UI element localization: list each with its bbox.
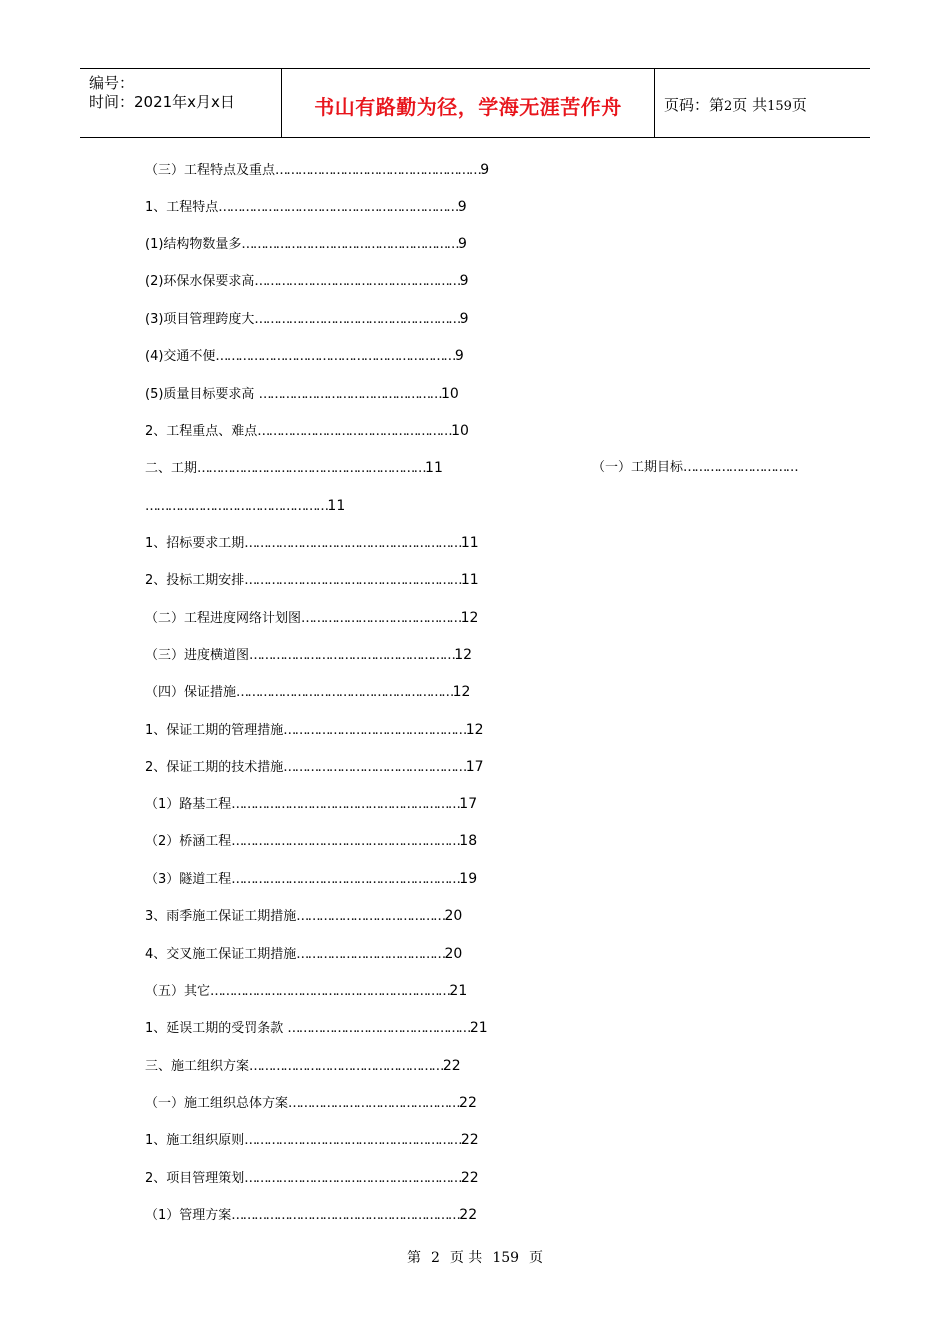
toc-entry-text: （1）管理方案 [145, 1208, 232, 1223]
toc-entry-page: 12 [452, 684, 471, 700]
toc-entry[interactable]: 2、项目管理策划…………………………………………………22 [145, 1170, 479, 1186]
toc-entry-page: 12 [460, 610, 479, 626]
toc-entry[interactable]: 二、工期……………………………………………………11 [145, 460, 443, 476]
toc-entry-page: 22 [459, 1095, 477, 1111]
toc-entry[interactable]: 2、投标工期安排…………………………………………………11 [145, 572, 479, 588]
toc-entry-text: （二）工程进度网络计划图 [145, 611, 302, 626]
toc-entry-page: 22 [460, 1170, 479, 1186]
toc-entry-page: 10 [451, 423, 469, 439]
page-total: 159 [767, 99, 792, 114]
footer-prefix: 第 [406, 1250, 421, 1266]
toc-entry[interactable]: …………………………………………11 [145, 498, 346, 514]
toc-entry[interactable]: 1、保证工期的管理措施…………………………………………12 [145, 722, 484, 738]
toc-entry[interactable]: 2、工程重点、难点……………………………………………10 [145, 423, 469, 439]
toc-entry-page: 11 [460, 572, 479, 588]
toc-entry[interactable]: （1）路基工程……………………………………………………17 [145, 796, 478, 812]
toc-entry[interactable]: （三）工程特点及重点………………………………………………9 [145, 162, 490, 178]
header-motto: 书山有路勤为径，学海无涯苦作舟 [314, 95, 622, 119]
toc-entry[interactable]: 1、延误工期的受罚条款 …………………………………………21 [145, 1020, 488, 1036]
toc-entry[interactable]: 三、施工组织方案……………………………………………22 [145, 1058, 461, 1074]
toc-entry-text: （一）施工组织总体方案 [145, 1096, 289, 1111]
page-mid: 页 共 [732, 96, 768, 114]
toc-entry[interactable]: 4、交叉施工保证工期措施…………………………………20 [145, 946, 463, 962]
toc-entry-text: 1、施工组织原则 [145, 1133, 245, 1148]
toc-entry[interactable]: （3）隧道工程……………………………………………………19 [145, 871, 478, 887]
footer-page-total: 159 [492, 1250, 520, 1266]
toc-entry[interactable]: （一）工期目标………………………… [592, 460, 798, 475]
page-prefix: 页码：第 [664, 96, 725, 114]
toc-entry-text: 4、交叉施工保证工期措施 [145, 947, 297, 962]
toc-entry-text: 2、保证工期的技术措施 [145, 760, 284, 775]
toc-entry[interactable]: （一）施工组织总体方案………………………………………22 [145, 1095, 477, 1111]
toc-entry-text: （3）隧道工程 [145, 872, 232, 887]
toc-entry-page: 12 [454, 647, 473, 663]
toc-entry-page: 9 [459, 311, 469, 327]
toc-entry-page: 21 [449, 983, 468, 999]
toc-entry[interactable]: 1、工程特点………………………………………………………9 [145, 199, 467, 215]
toc-entry[interactable]: 1、施工组织原则…………………………………………………22 [145, 1132, 479, 1148]
toc-entry-page: 11 [327, 498, 346, 514]
toc-entry-page: 17 [459, 796, 478, 812]
toc-entry-text: 1、保证工期的管理措施 [145, 723, 284, 738]
toc-entry-page: 10 [440, 386, 459, 402]
toc-entry[interactable]: (3)项目管理跨度大………………………………………………9 [145, 311, 469, 327]
toc-entry-page: 11 [460, 535, 479, 551]
toc-entry-text: （1）路基工程 [145, 797, 232, 812]
toc-entry-page: 20 [444, 946, 463, 962]
toc-entry-text: （一）工期目标 [592, 460, 684, 475]
toc-entry-page: 9 [457, 199, 467, 215]
toc-entry-page: 20 [444, 908, 463, 924]
toc-entry-page: 22 [460, 1132, 479, 1148]
toc-entry-text: 1、招标要求工期 [145, 536, 245, 551]
toc-entry[interactable]: （五）其它………………………………………………………21 [145, 983, 468, 999]
toc-entry-page: 17 [465, 759, 484, 775]
toc-entry-text: (5)质量目标要求高 [145, 387, 259, 402]
toc-entry-text: 2、投标工期安排 [145, 573, 245, 588]
toc-entry[interactable]: （三）进度横道图………………………………………………12 [145, 647, 473, 663]
toc-entry-page: 22 [442, 1058, 461, 1074]
toc-entry-page: 12 [465, 722, 484, 738]
toc-entry-text: （三）工程特点及重点 [145, 163, 276, 178]
toc-entry[interactable]: (1)结构物数量多…………………………………………………9 [145, 236, 467, 252]
toc-entry-text: 二、工期 [145, 461, 198, 476]
toc-entry-text: 1、工程特点 [145, 200, 219, 215]
toc-entry-text: (2)环保水保要求高 [145, 274, 255, 289]
page-suffix: 页 [791, 96, 807, 114]
toc-entry-text: (3)项目管理跨度大 [145, 312, 255, 327]
toc-entry-page: 9 [459, 273, 469, 289]
toc-entry[interactable]: (2)环保水保要求高………………………………………………9 [145, 273, 469, 289]
toc-entry[interactable]: 2、保证工期的技术措施…………………………………………17 [145, 759, 484, 775]
toc-entry[interactable]: （二）工程进度网络计划图……………………………………12 [145, 610, 479, 626]
toc-entry-page: 21 [469, 1020, 488, 1036]
toc-entry[interactable]: （2）桥涵工程……………………………………………………18 [145, 833, 478, 849]
toc-entry-page: 9 [454, 348, 464, 364]
toc-entry-text: （五）其它 [145, 984, 211, 999]
toc-entry-text: （2）桥涵工程 [145, 834, 232, 849]
toc-entry-page: 9 [458, 236, 467, 252]
toc-entry[interactable]: 1、招标要求工期…………………………………………………11 [145, 535, 479, 551]
toc-entry[interactable]: （1）管理方案……………………………………………………22 [145, 1207, 478, 1223]
footer-mid: 页 共 [449, 1250, 483, 1266]
toc-entry[interactable]: (4)交通不便………………………………………………………9 [145, 348, 464, 364]
footer-page-number: 2 [430, 1250, 440, 1266]
document-number-label: 编号： [89, 74, 135, 92]
toc-entry-text: 2、项目管理策划 [145, 1171, 245, 1186]
toc-entry[interactable]: (5)质量目标要求高 …………………………………………10 [145, 386, 459, 402]
document-date-label: 时间：2021年x月x日 [89, 93, 235, 111]
toc-entry-page: 9 [480, 162, 490, 178]
toc-entry[interactable]: （四）保证措施…………………………………………………12 [145, 684, 471, 700]
page-number: 2 [724, 99, 733, 114]
toc-entry-text: 3、雨季施工保证工期措施 [145, 909, 297, 924]
footer-suffix: 页 [529, 1250, 544, 1266]
toc-entry-page: 19 [459, 871, 478, 887]
toc-entry-page: 18 [459, 833, 478, 849]
toc-entry-text: （四）保证措施 [145, 685, 237, 700]
toc-entry-text: 三、施工组织方案 [145, 1059, 250, 1074]
toc-entry-page: 11 [425, 460, 443, 476]
page-footer [0, 1247, 950, 1267]
toc-entry-text: （三）进度横道图 [145, 648, 250, 663]
toc-entry-text: 1、延误工期的受罚条款 [145, 1021, 288, 1036]
toc-entry-text: (1)结构物数量多 [145, 237, 242, 252]
toc-entry-text: (4)交通不便 [145, 349, 216, 364]
toc-entry-page: 22 [459, 1207, 478, 1223]
toc-entry[interactable]: 3、雨季施工保证工期措施…………………………………20 [145, 908, 463, 924]
toc-entry-text: 2、工程重点、难点 [145, 424, 258, 439]
